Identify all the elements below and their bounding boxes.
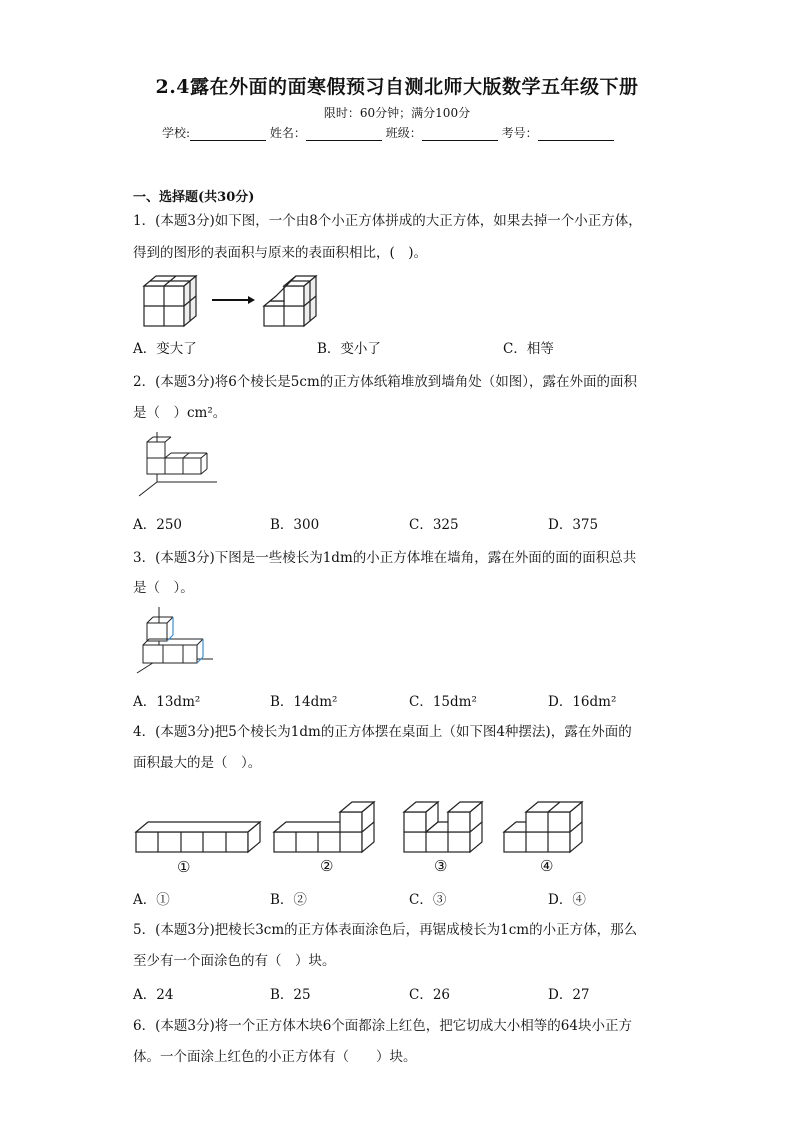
page-title: 2.4露在外面的面寒假预习自测北师大版数学五年级下册: [155, 76, 639, 98]
question-4-figures: [130, 790, 590, 860]
question-2-figure: [133, 430, 223, 500]
question-2-line-1: 2．(本题3分)将6个棱长是5cm的正方体纸箱堆放到墙角处（如图），露在外面的面积: [133, 374, 638, 390]
question-5-line-1: 5．(本题3分)把棱长3cm的正方体表面涂色后，再锯成棱长为1cm的小正方体，那么: [133, 922, 638, 938]
class-label: 班级：: [385, 126, 422, 140]
question-6-line-1: 6．(本题3分)将一个正方体木块6个面都涂上红色，把它切成大小相等的64块小正方: [133, 1018, 632, 1034]
question-4-option-c[interactable]: C．③: [409, 892, 447, 908]
question-5-option-b[interactable]: B．25: [270, 987, 311, 1003]
question-3-figure: [133, 605, 218, 675]
question-2-option-c[interactable]: C．325: [409, 517, 459, 533]
question-4-line-2: 面积最大的是（ ）。: [133, 755, 262, 771]
time-score-info: 限时：60分钟；满分100分: [323, 106, 471, 120]
question-1-option-b[interactable]: B．变小了: [317, 341, 381, 357]
question-4-line-1: 4．(本题3分)把5个棱长为1dm的正方体摆在桌面上（如下图4种摆法)，露在外面的: [133, 724, 632, 740]
exam-number-label: 考号：: [501, 126, 538, 140]
question-3-option-a[interactable]: A．13dm²: [133, 694, 201, 710]
name-blank[interactable]: [306, 128, 382, 141]
figure-label-2: ②: [320, 857, 334, 875]
question-3-option-c[interactable]: C．15dm²: [409, 694, 477, 710]
question-5-option-a[interactable]: A．24: [133, 987, 174, 1003]
question-3-option-d[interactable]: D．16dm²: [548, 694, 617, 710]
question-3-option-b[interactable]: B．14dm²: [270, 694, 338, 710]
figure-label-1: ①: [177, 858, 191, 876]
section-title: 一、选择题(共30分): [133, 190, 255, 205]
question-5-option-d[interactable]: D．27: [548, 987, 590, 1003]
exam-number-blank[interactable]: [538, 128, 614, 141]
figure-label-3: ③: [434, 857, 448, 875]
question-1-line-2: 得到的图形的表面积与原来的表面积相比，( )。: [133, 245, 428, 261]
class-blank[interactable]: [422, 128, 498, 141]
school-blank[interactable]: [190, 128, 266, 141]
question-5-option-c[interactable]: C．26: [409, 987, 451, 1003]
question-4-option-d[interactable]: D．④: [548, 892, 586, 908]
question-2-option-b[interactable]: B．300: [270, 517, 320, 533]
question-3-line-1: 3．(本题3分)下图是一些棱长为1dm的小正方体堆在墙角，露在外面的面的面积总共: [133, 550, 637, 566]
school-label: 学校:: [162, 126, 191, 140]
question-1-figure: [140, 272, 320, 332]
student-info-row: [162, 124, 614, 141]
question-5-line-2: 至少有一个面涂色的有（ ）块。: [133, 953, 336, 969]
question-2-option-a[interactable]: A．250: [133, 517, 183, 533]
question-1-option-a[interactable]: A．变大了: [133, 341, 197, 357]
question-3-line-2: 是（ ）。: [133, 580, 194, 596]
question-1-option-c[interactable]: C．相等: [503, 341, 554, 357]
question-4-option-a[interactable]: A．①: [133, 892, 170, 908]
question-2-option-d[interactable]: D．375: [548, 517, 599, 533]
question-1-line-1: 1．(本题3分)如下图，一个由8个小正方体拼成的大正方体，如果去掉一个小正方体，: [133, 213, 642, 229]
question-6-line-2: 体。一个面涂上红色的小正方体有（ ）块。: [133, 1049, 417, 1065]
name-label: 姓名：: [269, 126, 306, 140]
question-4-option-b[interactable]: B．②: [270, 892, 307, 908]
figure-label-4: ④: [540, 857, 554, 875]
question-2-line-2: 是（ ）cm²。: [133, 405, 227, 421]
